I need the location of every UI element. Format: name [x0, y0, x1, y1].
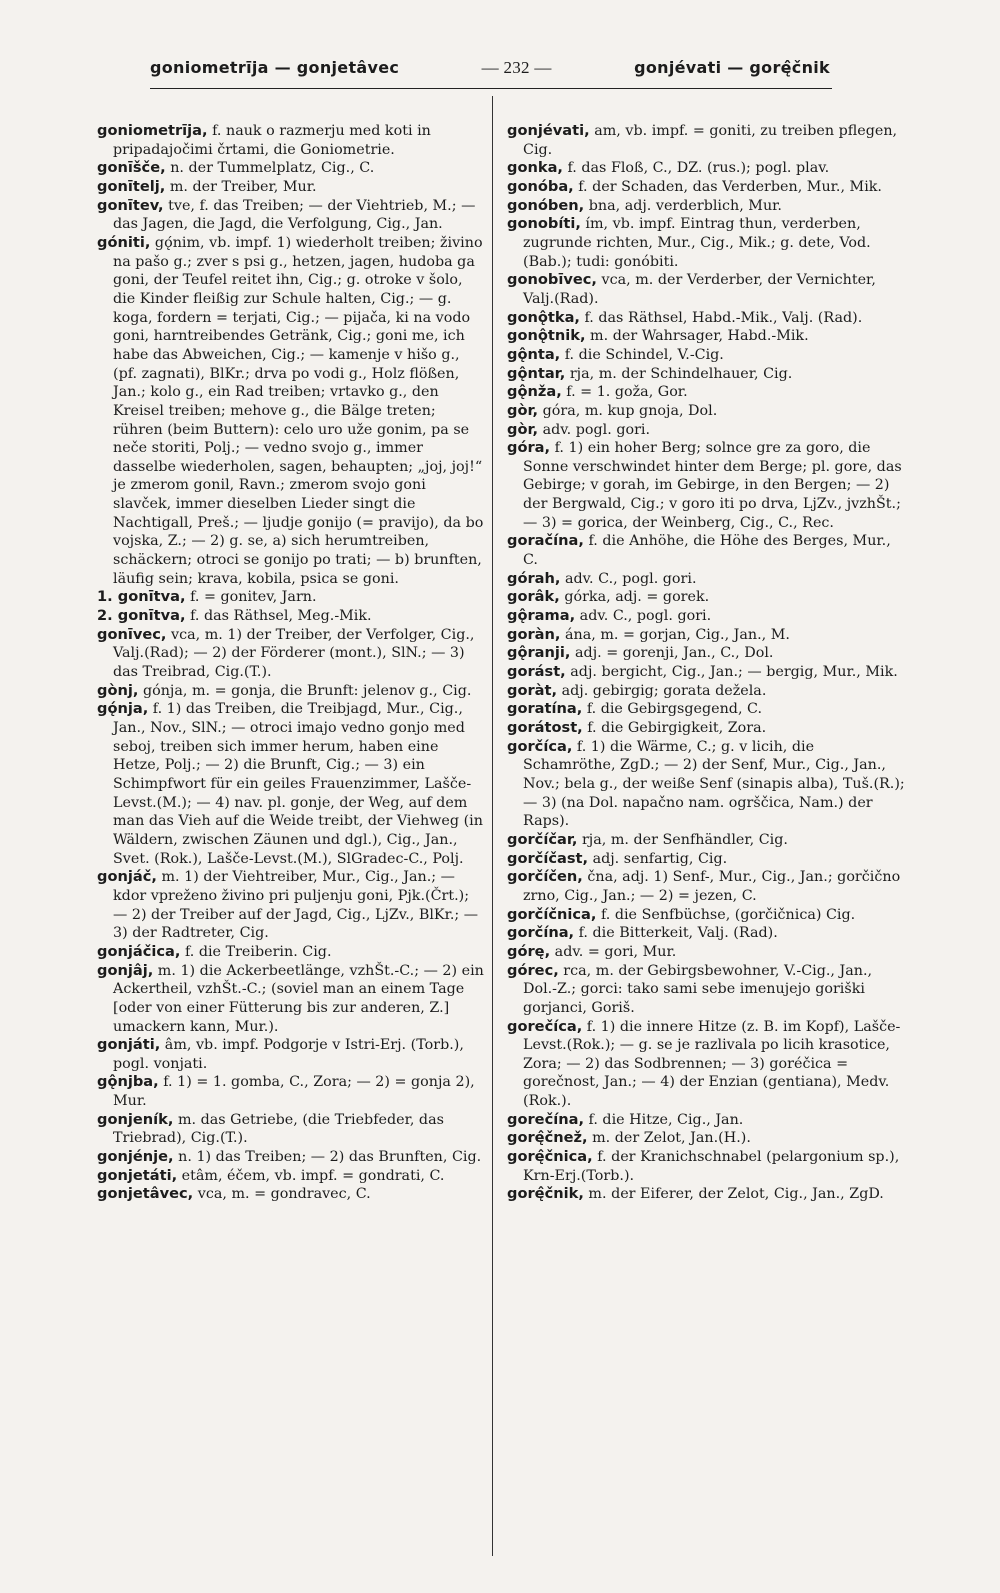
dictionary-entry	[507, 644, 907, 663]
dictionary-entry	[507, 383, 907, 402]
entry-definition: vca, m. 1) der Treiber, der Verfolger, Cig., Valj.(Rad); — 2) der Förderer (mont.), SlN.; — 3) das Treibrad, Cig.(T.).	[113, 626, 475, 681]
entry-definition: f. die Schindel, V.-Cig.	[560, 346, 724, 363]
dictionary-entry	[507, 197, 907, 216]
entry-definition: ím, vb. impf. Eintrag thun, verderben, zugrunde richten, Mur., Cig., Mik.; g. dete, Vod.(Bab.); tudi: gonóbiti.	[523, 216, 871, 270]
entry-headword: gorčína,	[507, 924, 575, 942]
entry-headword: góniti,	[97, 233, 151, 251]
entry-headword: gòr,	[507, 420, 539, 438]
entry-headword: gonjáti,	[97, 1036, 161, 1054]
dictionary-entry	[97, 197, 487, 234]
entry-definition: m. der Zelot, Jan.(H.).	[587, 1130, 751, 1147]
entry-headword: gǫ̂rama,	[507, 607, 576, 625]
dictionary-entry	[97, 943, 487, 962]
dictionary-entry	[507, 327, 907, 346]
dictionary-entry	[507, 1018, 907, 1111]
dictionary-entry	[507, 700, 907, 719]
entry-definition: rca, m. der Gebirgsbewohner, V.-Cig., Jan., Dol.-Z.; gorci: tako sami sebe imenujejo goriški gorjanci, Goriš.	[523, 962, 873, 1016]
entry-headword: 1. gonītva,	[97, 588, 186, 606]
entry-headword: gonjénje,	[97, 1148, 174, 1166]
dictionary-entry	[507, 626, 907, 645]
dictionary-entry	[507, 570, 907, 589]
dictionary-entry	[507, 1148, 907, 1185]
entry-headword: gonjáčica,	[97, 942, 181, 960]
entry-headword: gǫ̂nža,	[507, 383, 562, 401]
dictionary-entry	[507, 943, 907, 962]
entry-headword: gorečíca,	[507, 1017, 583, 1035]
entry-headword: gònj,	[97, 681, 139, 699]
header-rule	[150, 88, 832, 89]
entry-definition: vca, m. der Verderber, der Vernichter, Valj.(Rad).	[523, 272, 876, 307]
dictionary-entry	[507, 122, 907, 159]
dictionary-entry	[507, 962, 907, 1018]
entry-headword: górę,	[507, 942, 551, 960]
entry-headword: gonīšče,	[97, 159, 166, 177]
entry-definition: adj. senfartig, Cig.	[588, 850, 728, 867]
dictionary-entry	[507, 346, 907, 365]
entry-headword: gonobīvec,	[507, 271, 597, 289]
header-right-guide-word: gonjévati — gorę̂čnik	[634, 58, 830, 77]
entry-definition: f. die Gebirgsgegend, C.	[582, 701, 763, 718]
entry-headword: gonītev,	[97, 196, 164, 214]
entry-definition: am, vb. impf. = goniti, zu treiben pflegen, Cig.	[523, 123, 898, 158]
entry-headword: gorčíca,	[507, 737, 573, 755]
entry-definition: adv. = gori, Mur.	[550, 943, 677, 960]
dictionary-entry	[507, 682, 907, 701]
dictionary-entry	[97, 1036, 487, 1073]
dictionary-entry	[507, 1185, 907, 1204]
entry-definition: bna, adj. verderblich, Mur.	[584, 197, 782, 214]
entry-definition: m. der Wahrsager, Habd.-Mik.	[585, 328, 809, 345]
entry-headword: goràt,	[507, 681, 558, 699]
entry-definition: f. der Schaden, das Verderben, Mur., Mik.	[573, 178, 882, 195]
entry-headword: goniometrīja,	[97, 122, 208, 139]
entry-definition: f. = gonitev, Jarn.	[185, 589, 317, 606]
entry-definition: n. 1) das Treiben; — 2) das Brunften, Cig.	[173, 1149, 482, 1166]
dictionary-entry	[97, 159, 487, 178]
entry-definition: m. der Eiferer, der Zelot, Cig., Jan., ZgD.	[583, 1186, 884, 1203]
entry-headword: goràn,	[507, 625, 561, 643]
entry-headword: gonóben,	[507, 196, 585, 214]
dictionary-entry	[507, 402, 907, 421]
entry-definition: m. das Getriebe, (die Triebfeder, das Triebrad), Cig.(T.).	[113, 1111, 444, 1147]
entry-definition: f. 1) ein hoher Berg; solnce gre za goro, die Sonne verschwindet hinter dem Berge; pl. gore, das Gebirge; v gorah, im Gebirge, in den Bergen; — 2) der Bergwald, Cig.; v goro iti po drva, LjZv., jvzhŠt.; — 3) = gorica, der Weinberg, Cig., C., Rec.	[523, 440, 902, 531]
entry-definition: górka, adj. = gorek.	[559, 589, 710, 606]
dictionary-entry	[507, 663, 907, 682]
entry-definition: f. das Floß, C., DZ. (rus.); pogl. plav.	[562, 160, 830, 177]
entry-headword: gonka,	[507, 159, 563, 177]
entry-definition: f. der Kranichschnabel (pelargonium sp.), Krn-Erj.(Torb.).	[523, 1149, 900, 1184]
entry-headword: 2. gonītva,	[97, 607, 186, 625]
entry-definition: f. die Gebirgigkeit, Zora.	[582, 720, 767, 736]
entry-definition: m. 1) die Ackerbeetlänge, vzhŠt.-C.; — 2) ein Ackertheil, vzhŠt.-C.; (soviel man an einem Tage [oder von einer Fütterung bis zur anderen, Z.] umackern kann, Mur.).	[113, 962, 484, 1035]
entry-headword: gorę̂čnica,	[507, 1148, 593, 1166]
entry-definition: adj. gebirgig; gorata dežela.	[557, 682, 767, 699]
dictionary-entry	[97, 588, 487, 607]
entry-definition: adv. C., pogl. gori.	[575, 608, 712, 625]
dictionary-entry	[97, 122, 487, 159]
entry-headword: góra,	[507, 439, 551, 457]
entry-definition: ána, m. = gorjan, Cig., Jan., M.	[560, 626, 790, 643]
dictionary-entry	[97, 234, 487, 588]
entry-headword: górec,	[507, 961, 559, 979]
entry-definition: čna, adj. 1) Senf-, Mur., Cig., Jan.; gorčično zrno, Cig., Jan.; — 2) = jezen, C.	[523, 869, 901, 904]
entry-definition: f. das Räthsel, Meg.-Mik.	[185, 608, 372, 625]
entry-definition: f. 1) die innere Hitze (z. B. im Kopf), Lašče-Levst.(Rok.); — g. se je razlivala po licih krasotice, Zora; — 2) das Sodbrennen; — 3) goréčica = gorečnost, Jan.; — 4) der Enzian (gentiana), Medv.(Rok.).	[523, 1018, 901, 1110]
entry-headword: goračína,	[507, 532, 584, 550]
entry-headword: goratína,	[507, 700, 583, 718]
column-divider	[492, 96, 493, 1556]
dictionary-entry	[507, 215, 907, 271]
entry-headword: gorâk,	[507, 588, 560, 606]
entry-definition: m. der Treiber, Mur.	[165, 178, 317, 195]
dictionary-entry	[507, 439, 907, 532]
entry-definition: tve, f. das Treiben; — der Viehtrieb, M.; — das Jagen, die Jagd, die Verfolgung, Cig., Jan.	[113, 197, 476, 233]
entry-headword: gorátost,	[507, 719, 583, 736]
entry-headword: gonǫ̂tka,	[507, 308, 580, 326]
dictionary-entry	[97, 626, 487, 682]
dictionary-entry	[97, 700, 487, 868]
entry-definition: f. das Räthsel, Habd.-Mik., Valj. (Rad).	[579, 309, 863, 326]
dictionary-entry	[507, 924, 907, 943]
entry-headword: gorást,	[507, 663, 566, 681]
dictionary-entry	[507, 421, 907, 440]
entry-definition: adv. C., pogl. gori.	[560, 570, 697, 587]
dictionary-entry	[507, 719, 907, 738]
dictionary-entry	[507, 178, 907, 197]
dictionary-entry	[507, 738, 907, 831]
dictionary-entry	[507, 532, 907, 569]
entry-definition: f. die Hitze, Cig., Jan.	[584, 1111, 744, 1128]
entry-definition: f. 1) die Wärme, C.; g. v licih, die Schamröthe, ZgD.; — 2) der Senf, Mur., Cig., Jan., Nov.; bela g., der weiße Senf (sinapis alba), Tuš.(R.); — 3) (na Dol. napačno nam. ogrščica, Nam.) der Raps).	[523, 738, 905, 830]
entry-headword: gonǫ̂tnik,	[507, 327, 586, 345]
dictionary-entry	[507, 309, 907, 328]
entry-definition: adj. = gorenji, Jan., C., Dol.	[570, 645, 774, 662]
entry-definition: f. 1) = 1. gomba, C., Zora; — 2) = gonja 2), Mur.	[113, 1074, 475, 1110]
entry-headword: gorčíčast,	[507, 849, 589, 867]
dictionary-entry	[507, 271, 907, 308]
dictionary-entry	[507, 1111, 907, 1130]
running-header	[150, 58, 830, 78]
left-column	[97, 122, 487, 1204]
entry-definition: f. die Anhöhe, die Höhe des Berges, Mur., C.	[523, 533, 891, 569]
dictionary-entry	[507, 1129, 907, 1148]
dictionary-entry	[97, 1185, 487, 1204]
entry-definition: f. die Treiberin. Cig.	[180, 943, 332, 960]
entry-definition: f. die Bitterkeit, Valj. (Rad).	[574, 925, 778, 942]
entry-definition: n. der Tummelplatz, Cig., C.	[165, 160, 375, 177]
entry-definition: rja, m. der Senfhändler, Cig.	[577, 831, 788, 848]
dictionary-entry	[97, 1111, 487, 1148]
entry-headword: gonóba,	[507, 177, 574, 195]
entry-definition: f. = 1. goža, Gor.	[561, 384, 688, 401]
entry-definition: gónja, m. = gonja, die Brunft: jelenov g., Cig.	[138, 682, 472, 699]
entry-definition: gǫ́nim, vb. impf. 1) wiederholt treiben; živino na pašo g.; zver s psi g., hetzen, jagen, hudoba ga goni, der Teufel reitet ihn, Cig.; g. otroke v šolo, die Kinder fleißig zur Schule halten, Cig.; — g. koga, fordern = terjati, Cig.; — pijača, ki na vodo goni, harntreibendes Getränk, Cig.; goni me, ich habe das Abweichen, Cig.; — kamenje v hišo g., (pf. zagnati), BlKr.; drva po vodi g., Holz flößen, Jan.; kolo g., ein Rad treiben; vrtavko g., den Kreisel treiben; mehove g., die Bälge treten; rühren (beim Buttern): celo uro uže gonim, pa se neče storiti, Polj.; — vedno svojo g., immer dasselbe wiederholen, sagen, behaupten; „joj, joj!“ je zmerom gonil, Ravn.; zmerom svojo goni slavček, immer dieselben Lieder singt die Nachtigall, Preš.; — ljudje gonijo (= pravijo), da bo vojska, Z.; — 2) g. se, a) sich herumtreiben, schäckern; otroci se gonijo po trati; — b) brunften, läufig sein; krava, kobila, psica se goni.	[113, 234, 484, 587]
header-left-guide-word: goniometrīja — gonjetâvec	[150, 58, 400, 77]
entry-headword: gorečína,	[507, 1110, 585, 1128]
entry-definition: adj. bergicht, Cig., Jan.; — bergig, Mur., Mik.	[565, 664, 898, 681]
entry-headword: górah,	[507, 569, 561, 587]
dictionary-entry	[97, 178, 487, 197]
entry-headword: gonobíti,	[507, 215, 581, 233]
entry-headword: gorčíčnica,	[507, 905, 597, 923]
dictionary-entry	[507, 850, 907, 869]
dictionary-entry	[97, 962, 487, 1037]
entry-definition: m. 1) der Viehtreiber, Mur., Cig., Jan.; — kdor vpreženo živino pri puljenju goni, Pjk.(Črt.); — 2) der Treiber auf der Jagd, Cig., LjZv., BlKr.; — 3) der Radtreter, Cig.	[113, 869, 479, 942]
entry-headword: gǫ̂nta,	[507, 345, 561, 363]
entry-headword: gonjâj,	[97, 961, 154, 979]
entry-headword: gonītelj,	[97, 177, 166, 195]
entry-headword: gorę̂čnik,	[507, 1185, 584, 1203]
right-column	[507, 122, 907, 1204]
dictionary-entry	[97, 682, 487, 701]
entry-headword: gonjeník,	[97, 1110, 174, 1128]
entry-headword: gǫ̂ntar,	[507, 364, 566, 382]
dictionary-entry	[97, 1073, 487, 1110]
entry-headword: gonjáč,	[97, 868, 157, 886]
dictionary-entry	[507, 365, 907, 384]
dictionary-entry	[507, 588, 907, 607]
dictionary-entry	[507, 831, 907, 850]
entry-definition: f. nauk o razmerju med koti in pripadajočimi črtami, die Goniometrie.	[113, 123, 431, 158]
entry-definition: adv. pogl. gori.	[538, 421, 651, 438]
entry-definition: góra, m. kup gnoja, Dol.	[538, 402, 718, 419]
entry-definition: f. die Senfbüchse, (gorčičnica) Cig.	[596, 906, 856, 923]
entry-headword: gǫ̂njba,	[97, 1073, 159, 1091]
entry-definition: âm, vb. impf. Podgorje v Istri-Erj. (Torb.), pogl. vonjati.	[113, 1037, 464, 1072]
entry-headword: gorę̂čnež,	[507, 1129, 588, 1147]
entry-headword: gonjetáti,	[97, 1166, 178, 1184]
entry-headword: gòr,	[507, 401, 539, 419]
dictionary-entry	[507, 159, 907, 178]
entry-definition: f. 1) das Treiben, die Treibjagd, Mur., Cig., Jan., Nov., SlN.; — otroci imajo vedno gonjo med seboj, treiben sich immer herum, haben eine Hetze, Polj.; — 2) die Brunft, Cig.; — 3) ein Schimpfwort für ein geiles Frauenzimmer, Lašče-Levst.(M.); — 4) nav. pl. gonje, der Weg, auf dem man das Vieh auf die Weide treibt, der Viehweg (in Wäldern, zwischen Zäunen und dgl.), Cig., Jan., Svet. (Rok.), Lašče-Levst.(M.), SlGradec-C., Polj.	[113, 701, 483, 867]
entry-headword: gǫ́nja,	[97, 700, 149, 718]
dictionary-entry	[507, 868, 907, 905]
dictionary-entry	[97, 868, 487, 943]
dictionary-entry	[507, 607, 907, 626]
entry-headword: gorčíčar,	[507, 830, 578, 848]
dictionary-entry	[97, 1148, 487, 1167]
entry-headword: gǫ̂ranji,	[507, 644, 571, 662]
entry-definition: vca, m. = gondravec, C.	[193, 1186, 371, 1203]
dictionary-entry	[97, 607, 487, 626]
entry-headword: gorčíčen,	[507, 868, 583, 886]
entry-definition: etâm, éčem, vb. impf. = gondrati, C.	[177, 1167, 445, 1184]
entry-headword: gonjetâvec,	[97, 1185, 194, 1203]
entry-headword: gonīvec,	[97, 625, 167, 643]
dictionary-entry	[97, 1167, 487, 1186]
page-number: — 232 —	[481, 58, 552, 77]
entry-definition: rja, m. der Schindelhauer, Cig.	[565, 365, 793, 382]
dictionary-entry	[507, 906, 907, 925]
entry-headword: gonjévati,	[507, 122, 590, 139]
